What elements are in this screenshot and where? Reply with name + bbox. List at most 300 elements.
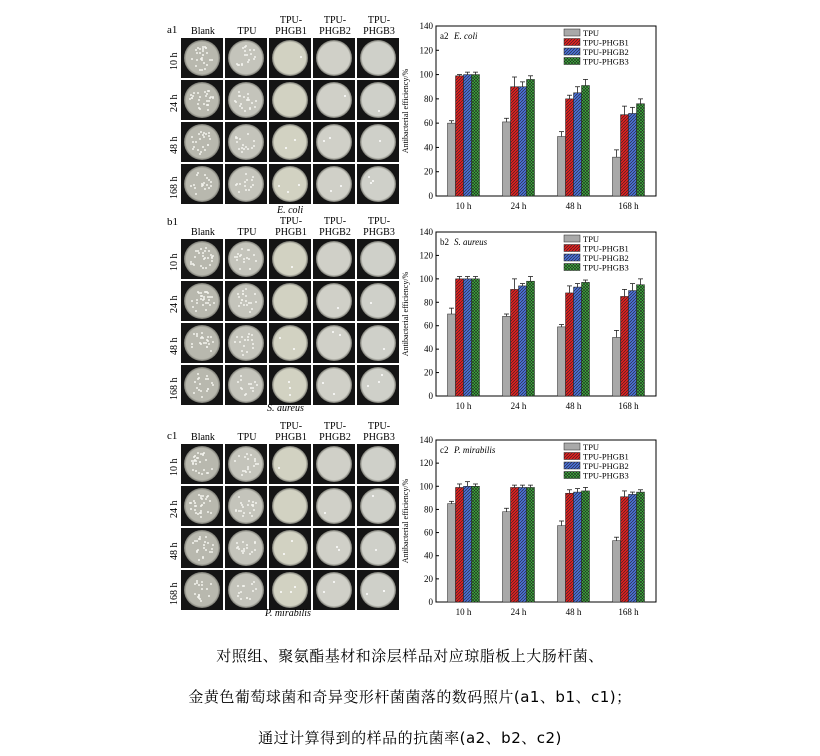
- petri-dish: [316, 367, 352, 403]
- agar-plate-photo: [181, 323, 223, 363]
- legend-swatch: [564, 235, 580, 242]
- colony-dot: [190, 261, 192, 263]
- colony-dot: [191, 343, 193, 345]
- bar: [629, 291, 637, 396]
- colony-dot: [254, 542, 256, 544]
- petri-dish: [316, 572, 352, 608]
- colony-dot: [252, 390, 254, 392]
- colony-dot: [247, 458, 249, 460]
- colony-dot: [209, 551, 211, 553]
- bar: [558, 526, 566, 602]
- y-tick-label: 20: [424, 166, 433, 177]
- y-tick-label: 140: [419, 21, 433, 31]
- y-tick-label: 80: [424, 297, 433, 308]
- column-heading: TPU: [237, 26, 257, 37]
- legend-swatch: [564, 245, 580, 252]
- petri-dish: [360, 283, 396, 319]
- caption-line-3: 通过计算得到的样品的抗菌率(a2、b2、c2): [258, 729, 562, 747]
- colony-dot: [245, 393, 247, 395]
- agar-plate-photo: [357, 486, 399, 526]
- agar-plate-photo: [357, 365, 399, 405]
- colony-dot: [322, 382, 324, 384]
- colony-dot: [245, 173, 247, 175]
- column-heading: TPU- PHGB3: [363, 216, 395, 238]
- petri-dish: [360, 367, 396, 403]
- colony-dot: [209, 59, 211, 61]
- colony-dot: [238, 455, 240, 457]
- x-tick-label: 48 h: [565, 607, 582, 617]
- agar-plate-photo: [181, 528, 223, 568]
- petri-dish: [228, 166, 264, 202]
- colony-dot: [212, 384, 214, 386]
- agar-plate-photo: [313, 281, 355, 321]
- colony-dot: [194, 509, 196, 511]
- bar: [613, 157, 621, 196]
- colony-dot: [249, 512, 251, 514]
- row-heading: 24 h: [169, 500, 180, 518]
- column-heading: TPU- PHGB3: [363, 15, 395, 37]
- petri-dish: [184, 241, 220, 277]
- colony-dot: [250, 186, 252, 188]
- colony-dot: [379, 140, 381, 142]
- agar-plate-photo: [269, 444, 311, 484]
- bar: [621, 115, 629, 196]
- bar: [621, 296, 629, 396]
- petri-dish: [272, 124, 308, 160]
- agar-plate-photo: [313, 365, 355, 405]
- bar: [503, 512, 511, 602]
- column-heading: TPU: [237, 227, 257, 238]
- colony-dot: [253, 58, 255, 60]
- colony-dot: [237, 381, 239, 383]
- bar: [472, 75, 480, 196]
- colony-dot: [195, 463, 197, 465]
- panel-label: a1: [167, 24, 178, 36]
- colony-dot: [253, 145, 255, 147]
- organism-label: E. coli: [454, 31, 478, 41]
- petri-dish: [360, 530, 396, 566]
- agar-plate-photo: [357, 38, 399, 78]
- colony-dot: [291, 266, 293, 268]
- agar-plate-photo: [269, 281, 311, 321]
- petri-dish: [316, 241, 352, 277]
- row-heading: 24 h: [169, 94, 180, 112]
- colony-dot: [199, 52, 201, 54]
- agar-plate-photo: [269, 365, 311, 405]
- panel-caption: P. mirabilis: [265, 608, 311, 619]
- colony-dot: [203, 182, 205, 184]
- bar: [558, 327, 566, 396]
- y-tick-label: 40: [424, 344, 433, 355]
- y-tick-label: 100: [419, 481, 433, 492]
- colony-dot: [202, 556, 204, 558]
- bar: [582, 86, 590, 197]
- chart-b2: [398, 224, 658, 416]
- colony-dot: [255, 588, 257, 590]
- panel-label: c1: [167, 430, 178, 442]
- legend-swatch: [564, 443, 580, 450]
- legend-label: TPU: [583, 28, 600, 38]
- colony-dot: [211, 59, 213, 61]
- agar-plate-photo: [225, 239, 267, 279]
- colony-dot: [211, 296, 213, 298]
- colony-dot: [207, 296, 209, 298]
- colony-dot: [254, 549, 256, 551]
- bar: [574, 287, 582, 396]
- colony-dot: [372, 180, 374, 182]
- photo-panel-a1: [167, 12, 393, 222]
- petri-dish: [228, 241, 264, 277]
- colony-dot: [200, 292, 202, 294]
- colony-dot: [198, 389, 200, 391]
- plate-photo-grid: [181, 239, 399, 405]
- colony-dot: [201, 396, 203, 398]
- bar: [464, 486, 472, 602]
- legend-swatch: [564, 264, 580, 271]
- agar-plate-photo: [181, 486, 223, 526]
- colony-dot: [241, 299, 243, 301]
- column-heading: TPU- PHGB2: [319, 421, 351, 443]
- petri-dish: [360, 446, 396, 482]
- bar: [519, 87, 527, 196]
- colony-dot: [245, 146, 247, 148]
- colony-dot: [241, 474, 243, 476]
- petri-dish: [360, 572, 396, 608]
- y-tick-label: 0: [428, 391, 433, 401]
- legend-label: TPU-PHGB2: [583, 47, 629, 57]
- agar-plate-photo: [313, 528, 355, 568]
- colony-dot: [199, 461, 201, 463]
- colony-dot: [205, 536, 207, 538]
- colony-dot: [243, 550, 245, 552]
- colony-dot: [194, 381, 196, 383]
- agar-plate-photo: [225, 80, 267, 120]
- legend-label: TPU-PHGB1: [583, 451, 629, 462]
- colony-dot: [212, 96, 214, 98]
- bar: [582, 282, 590, 396]
- colony-dot: [235, 509, 237, 511]
- colony-dot: [289, 387, 291, 389]
- petri-dish: [228, 325, 264, 361]
- column-heading: TPU- PHGB2: [319, 15, 351, 37]
- bar: [472, 279, 480, 396]
- y-tick-label: 140: [419, 435, 433, 445]
- bar: [637, 285, 645, 396]
- colony-dot: [192, 141, 194, 143]
- bar: [582, 491, 590, 602]
- petri-dish: [272, 40, 308, 76]
- colony-dot: [324, 512, 326, 514]
- colony-dot: [244, 456, 246, 458]
- colony-dot: [236, 256, 238, 258]
- petri-dish: [316, 82, 352, 118]
- agar-plate-photo: [225, 164, 267, 204]
- colony-dot: [248, 59, 250, 61]
- colony-dot: [257, 463, 259, 465]
- colony-dot: [249, 108, 251, 110]
- bar: [503, 122, 511, 196]
- agar-plate-photo: [313, 122, 355, 162]
- colony-dot: [205, 549, 207, 551]
- petri-dish: [316, 166, 352, 202]
- petri-dish: [272, 325, 308, 361]
- petri-dish: [228, 488, 264, 524]
- row-heading: 168 h: [169, 176, 180, 199]
- legend-swatch: [564, 39, 580, 46]
- petri-dish: [360, 40, 396, 76]
- y-tick-label: 120: [419, 250, 433, 261]
- plate-photo-grid: [181, 444, 399, 610]
- legend-swatch: [564, 453, 580, 460]
- legend-label: TPU-PHGB1: [583, 37, 629, 48]
- colony-dot: [246, 597, 248, 599]
- legend-label: TPU: [583, 442, 600, 452]
- agar-plate-photo: [357, 281, 399, 321]
- colony-dot: [238, 148, 240, 150]
- colony-dot: [194, 502, 196, 504]
- colony-dot: [207, 542, 209, 544]
- row-heading: 10 h: [169, 458, 180, 476]
- agar-plate-photo: [181, 281, 223, 321]
- colony-dot: [200, 600, 202, 602]
- agar-plate-photo: [313, 444, 355, 484]
- colony-dot: [244, 185, 246, 187]
- panel-caption: S. aureus: [267, 403, 304, 414]
- legend-swatch: [564, 462, 580, 469]
- bar: [527, 487, 535, 602]
- bar-chart-svg: [398, 18, 658, 216]
- colony-dot: [251, 515, 253, 517]
- petri-dish: [272, 367, 308, 403]
- panel-label: c2: [440, 445, 449, 455]
- y-tick-label: 60: [424, 527, 433, 538]
- agar-plate-photo: [181, 38, 223, 78]
- legend-label: TPU-PHGB3: [583, 262, 629, 273]
- colony-dot: [247, 339, 249, 341]
- colony-dot: [195, 49, 197, 51]
- panel-label: b2: [440, 237, 449, 247]
- colony-dot: [237, 595, 239, 597]
- colony-dot: [253, 140, 255, 142]
- colony-dot: [280, 591, 282, 593]
- petri-dish: [360, 488, 396, 524]
- petri-dish: [360, 325, 396, 361]
- bar: [511, 87, 519, 196]
- column-heading: Blank: [191, 26, 215, 37]
- agar-plate-photo: [181, 122, 223, 162]
- agar-plate-photo: [313, 80, 355, 120]
- colony-dot: [208, 135, 210, 137]
- petri-dish: [184, 572, 220, 608]
- colony-dot: [252, 590, 254, 592]
- colony-dot: [197, 513, 199, 515]
- x-tick-label: 168 h: [618, 607, 639, 617]
- petri-dish: [316, 124, 352, 160]
- colony-dot: [242, 290, 244, 292]
- x-tick-label: 24 h: [510, 607, 527, 617]
- petri-dish: [316, 40, 352, 76]
- row-heading: 10 h: [169, 253, 180, 271]
- colony-dot: [246, 453, 248, 455]
- bar: [448, 504, 456, 602]
- colony-dot: [210, 350, 212, 352]
- column-heading: TPU: [237, 432, 257, 443]
- colony-dot: [333, 393, 335, 395]
- colony-dot: [208, 187, 210, 189]
- colony-dot: [238, 296, 240, 298]
- bar: [629, 494, 637, 602]
- x-tick-label: 10 h: [455, 201, 472, 211]
- colony-dot: [206, 390, 208, 392]
- colony-dot: [201, 183, 203, 185]
- colony-dot: [240, 254, 242, 256]
- y-axis-label: Antibacterial efficiency/%: [401, 271, 410, 357]
- agar-plate-photo: [313, 164, 355, 204]
- colony-dot: [252, 176, 254, 178]
- colony-dot: [241, 350, 243, 352]
- colony-dot: [196, 550, 198, 552]
- petri-dish: [316, 530, 352, 566]
- colony-dot: [239, 95, 241, 97]
- row-heading: 48 h: [169, 337, 180, 355]
- agar-plate-photo: [313, 570, 355, 610]
- petri-dish: [316, 446, 352, 482]
- x-tick-label: 10 h: [455, 607, 472, 617]
- colony-dot: [237, 585, 239, 587]
- colony-dot: [241, 63, 243, 65]
- column-heading: Blank: [191, 432, 215, 443]
- colony-dot: [193, 184, 195, 186]
- agar-plate-photo: [225, 444, 267, 484]
- agar-plate-photo: [357, 164, 399, 204]
- legend-label: TPU-PHGB3: [583, 56, 629, 67]
- agar-plate-photo: [181, 80, 223, 120]
- colony-dot: [203, 469, 205, 471]
- colony-dot: [251, 308, 253, 310]
- agar-plate-photo: [225, 122, 267, 162]
- colony-dot: [246, 304, 248, 306]
- colony-dot: [202, 134, 204, 136]
- petri-dish: [228, 446, 264, 482]
- bar: [456, 76, 464, 196]
- colony-dot: [243, 345, 245, 347]
- colony-dot: [278, 185, 280, 187]
- colony-dot: [242, 585, 244, 587]
- bar: [574, 492, 582, 602]
- column-heading: TPU- PHGB1: [275, 15, 307, 37]
- colony-dot: [206, 588, 208, 590]
- agar-plate-photo: [357, 323, 399, 363]
- colony-dot: [202, 337, 204, 339]
- chart-c2: [398, 432, 658, 622]
- petri-dish: [316, 283, 352, 319]
- colony-dot: [236, 137, 238, 139]
- colony-dot: [381, 374, 383, 376]
- colony-dot: [239, 138, 241, 140]
- y-tick-label: 40: [424, 550, 433, 561]
- agar-plate-photo: [313, 38, 355, 78]
- bar: [472, 486, 480, 602]
- colony-dot: [294, 586, 296, 588]
- petri-dish: [316, 488, 352, 524]
- colony-dot: [204, 291, 206, 293]
- agar-plate-photo: [269, 38, 311, 78]
- bar: [448, 123, 456, 196]
- y-tick-label: 20: [424, 367, 433, 378]
- x-tick-label: 168 h: [618, 201, 639, 211]
- y-tick-label: 0: [428, 597, 433, 607]
- agar-plate-photo: [357, 570, 399, 610]
- colony-dot: [248, 333, 250, 335]
- colony-dot: [201, 69, 203, 71]
- petri-dish: [360, 166, 396, 202]
- petri-dish: [272, 446, 308, 482]
- colony-dot: [193, 92, 195, 94]
- petri-dish: [360, 241, 396, 277]
- agar-plate-photo: [225, 570, 267, 610]
- column-heading: TPU- PHGB2: [319, 216, 351, 238]
- column-heading: TPU- PHGB3: [363, 421, 395, 443]
- agar-plate-photo: [181, 365, 223, 405]
- row-heading: 10 h: [169, 52, 180, 70]
- agar-plate-photo: [225, 281, 267, 321]
- organism-label: P. mirabilis: [454, 445, 496, 455]
- colony-dot: [243, 261, 245, 263]
- colony-dot: [196, 174, 198, 176]
- petri-dish: [272, 283, 308, 319]
- colony-dot: [207, 292, 209, 294]
- colony-dot: [241, 107, 243, 109]
- agar-plate-photo: [269, 486, 311, 526]
- colony-dot: [238, 548, 240, 550]
- y-tick-label: 80: [424, 93, 433, 104]
- bar: [456, 279, 464, 396]
- agar-plate-photo: [269, 164, 311, 204]
- x-tick-label: 48 h: [565, 401, 582, 411]
- petri-dish: [272, 488, 308, 524]
- bar: [448, 314, 456, 396]
- y-tick-label: 140: [419, 227, 433, 237]
- colony-dot: [336, 546, 338, 548]
- colony-dot: [200, 390, 202, 392]
- agar-plate-photo: [225, 38, 267, 78]
- colony-dot: [252, 504, 254, 506]
- agar-plate-photo: [313, 239, 355, 279]
- bar: [519, 286, 527, 396]
- colony-dot: [200, 516, 202, 518]
- colony-dot: [251, 147, 253, 149]
- colony-dot: [204, 250, 206, 252]
- bar: [629, 113, 637, 196]
- colony-dot: [254, 293, 256, 295]
- colony-dot: [239, 268, 241, 270]
- petri-dish: [360, 82, 396, 118]
- colony-dot: [339, 334, 341, 336]
- legend-label: TPU-PHGB2: [583, 461, 629, 471]
- bar: [503, 316, 511, 396]
- agar-plate-photo: [357, 444, 399, 484]
- colony-dot: [210, 185, 212, 187]
- bar: [511, 289, 519, 396]
- colony-dot: [212, 544, 214, 546]
- colony-dot: [208, 90, 210, 92]
- plate-photo-grid: [181, 38, 399, 204]
- colony-dot: [193, 392, 195, 394]
- legend-swatch: [564, 48, 580, 55]
- colony-dot: [235, 101, 237, 103]
- agar-plate-photo: [225, 528, 267, 568]
- colony-dot: [245, 295, 247, 297]
